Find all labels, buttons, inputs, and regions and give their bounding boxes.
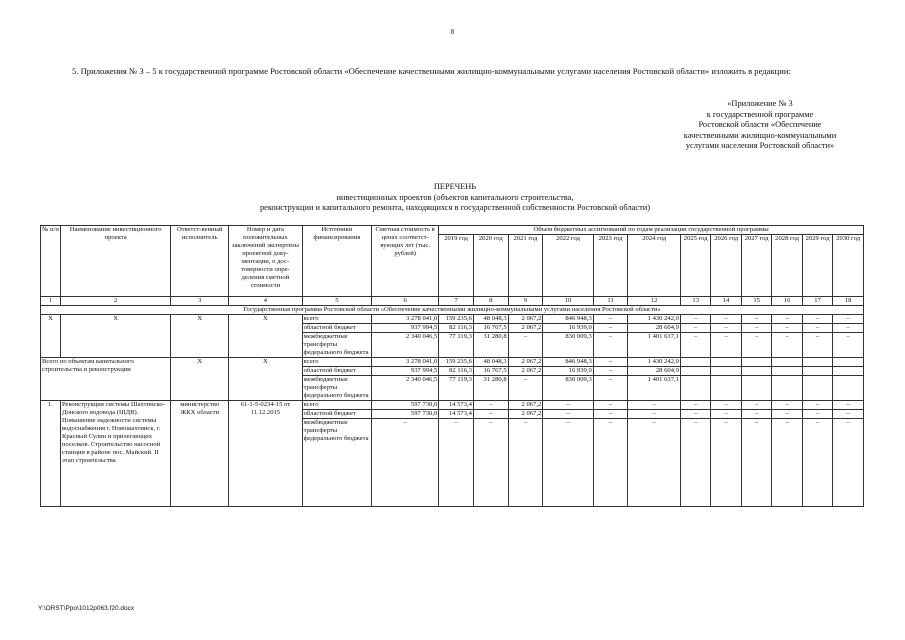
value-cell: – xyxy=(741,401,771,410)
source-label: межбюджетные трансферты федерального бюджета xyxy=(302,419,371,507)
source-label: областной бюджет xyxy=(302,410,371,419)
value-cell: 16 767,5 xyxy=(473,324,508,333)
value-cell: – xyxy=(802,324,832,333)
x-mark: Х xyxy=(60,315,170,358)
source-label: межбюджетные трансферты федерального бюджета xyxy=(302,333,371,358)
value-cell: – xyxy=(473,401,508,410)
x-mark: Х xyxy=(229,315,303,358)
program-section xyxy=(41,315,864,358)
project-section xyxy=(41,401,864,507)
intro-text: 5. Приложения № 3 – 5 к государственной программе Ростовской области «Обеспечение качественными жилищно-коммунальными услугами населения Ростовской области» изложить в редакции: xyxy=(72,66,791,76)
source-label: всего xyxy=(302,358,371,367)
col-number: 11 xyxy=(593,297,628,306)
header-name: Наименование инвестиционного проекта xyxy=(60,226,170,297)
value-cell: – xyxy=(593,376,628,401)
value-cell: 16 939,0 xyxy=(543,324,593,333)
value-cell: 2 067,2 xyxy=(508,367,543,376)
file-path-footer: Y:\ORST\Ppo\1012p063.f20.docx xyxy=(38,605,135,612)
value-cell xyxy=(772,367,802,376)
project-num: 1. xyxy=(41,401,61,507)
value-cell: 2 067,2 xyxy=(508,315,543,324)
value-cell: – xyxy=(543,410,593,419)
value-cell xyxy=(680,358,710,367)
col-number: 3 xyxy=(171,297,229,306)
value-cell xyxy=(772,376,802,401)
value-cell: – xyxy=(680,401,710,410)
project-expertise: 61-1-5-0234-15 от 11.12.2015 xyxy=(229,401,303,507)
col-number: 1 xyxy=(41,297,61,306)
value-cell: 1 401 637,1 xyxy=(628,333,681,358)
value-cell xyxy=(711,358,741,367)
value-cell: – xyxy=(372,419,439,507)
x-mark: Х xyxy=(229,358,303,401)
header-expertise: Номер и дата положительных заключений экспертизы проектной доку-ментации, о дос-товерности опре-деления сметной стоимости xyxy=(229,226,303,297)
value-cell: 846 948,3 xyxy=(543,315,593,324)
value-cell xyxy=(741,358,771,367)
source-label: всего xyxy=(302,401,371,410)
total-section xyxy=(41,358,864,401)
value-cell: 3 278 041,0 xyxy=(372,315,439,324)
col-number: 18 xyxy=(833,297,864,306)
value-cell: – xyxy=(680,333,710,358)
value-cell: – xyxy=(593,367,628,376)
value-cell: 3 278 041,0 xyxy=(372,358,439,367)
value-cell: – xyxy=(772,419,802,507)
col-number: 2 xyxy=(60,297,170,306)
value-cell: 77 119,3 xyxy=(439,376,474,401)
value-cell: – xyxy=(711,315,741,324)
value-cell xyxy=(833,367,864,376)
col-number: 8 xyxy=(473,297,508,306)
source-label: областной бюджет xyxy=(302,367,371,376)
value-cell: 2 340 046,5 xyxy=(372,376,439,401)
value-cell: – xyxy=(628,410,681,419)
value-cell: – xyxy=(833,315,864,324)
value-cell: – xyxy=(593,358,628,367)
table-row xyxy=(41,358,864,367)
value-cell: – xyxy=(593,419,628,507)
project-executor: министерство ЖКХ области xyxy=(171,401,229,507)
document-title xyxy=(150,182,760,214)
value-cell: 1 430 242,0 xyxy=(628,358,681,367)
value-cell: – xyxy=(741,410,771,419)
header-year: 2019 год xyxy=(439,235,474,297)
value-cell: 159 235,6 xyxy=(439,358,474,367)
intro-paragraph xyxy=(40,66,870,77)
appendix-header xyxy=(650,99,870,152)
value-cell: – xyxy=(772,333,802,358)
value-cell xyxy=(772,358,802,367)
col-number: 10 xyxy=(543,297,593,306)
value-cell xyxy=(802,367,832,376)
header-year: 2026 год xyxy=(711,235,741,297)
title-line: инвестиционных проектов (объектов капитального строительства, xyxy=(336,192,574,202)
value-cell: – xyxy=(593,401,628,410)
value-cell xyxy=(741,376,771,401)
appendix-line: качественными жилищно-коммунальными xyxy=(683,130,837,140)
col-number: 16 xyxy=(772,297,802,306)
col-number: 6 xyxy=(372,297,439,306)
value-cell: – xyxy=(628,401,681,410)
table-row xyxy=(41,401,864,410)
value-cell: – xyxy=(593,315,628,324)
value-cell: 2 067,2 xyxy=(508,358,543,367)
value-cell: 14 573,4 xyxy=(439,401,474,410)
header-num: № п/п xyxy=(41,226,61,297)
x-mark: Х xyxy=(41,315,61,358)
value-cell: – xyxy=(508,376,543,401)
value-cell: 28 604,9 xyxy=(628,324,681,333)
value-cell: 597 730,0 xyxy=(372,410,439,419)
value-cell: – xyxy=(741,333,771,358)
value-cell: 82 116,3 xyxy=(439,324,474,333)
value-cell: – xyxy=(741,324,771,333)
value-cell: 159 235,6 xyxy=(439,315,474,324)
value-cell: 2 340 046,5 xyxy=(372,333,439,358)
value-cell: 830 009,3 xyxy=(543,376,593,401)
value-cell: 77 119,3 xyxy=(439,333,474,358)
value-cell: – xyxy=(802,333,832,358)
value-cell: 830 009,3 xyxy=(543,333,593,358)
value-cell: – xyxy=(711,419,741,507)
source-label: всего xyxy=(302,315,371,324)
value-cell xyxy=(680,376,710,401)
header-year: 2020 год xyxy=(473,235,508,297)
value-cell: – xyxy=(833,324,864,333)
value-cell: – xyxy=(508,333,543,358)
header-year: 2022 год xyxy=(543,235,593,297)
value-cell xyxy=(711,376,741,401)
appendix-line: к государственной программе xyxy=(706,109,814,119)
source-label: областной бюджет xyxy=(302,324,371,333)
value-cell: 2 067,2 xyxy=(508,410,543,419)
value-cell: – xyxy=(772,410,802,419)
value-cell: 31 280,8 xyxy=(473,376,508,401)
investment-projects-table xyxy=(40,225,864,507)
value-cell: 16 767,5 xyxy=(473,367,508,376)
value-cell: 48 048,3 xyxy=(473,358,508,367)
value-cell: – xyxy=(439,419,474,507)
value-cell: – xyxy=(802,419,832,507)
header-source: Источники финансирования xyxy=(302,226,371,297)
value-cell: – xyxy=(543,419,593,507)
value-cell: 28 604,9 xyxy=(628,367,681,376)
value-cell: 31 280,8 xyxy=(473,333,508,358)
value-cell xyxy=(711,367,741,376)
value-cell: 16 939,0 xyxy=(543,367,593,376)
program-title-row xyxy=(41,306,864,315)
value-cell: – xyxy=(833,333,864,358)
col-number: 17 xyxy=(802,297,832,306)
value-cell: – xyxy=(772,315,802,324)
value-cell: – xyxy=(833,410,864,419)
col-number: 15 xyxy=(741,297,771,306)
value-cell: 846 948,3 xyxy=(543,358,593,367)
value-cell: 937 994,5 xyxy=(372,324,439,333)
appendix-line: услугами населения Ростовской области» xyxy=(685,141,835,150)
value-cell: – xyxy=(473,410,508,419)
value-cell: – xyxy=(508,419,543,507)
value-cell: – xyxy=(711,410,741,419)
header-year: 2029 год xyxy=(802,235,832,297)
value-cell: – xyxy=(802,410,832,419)
value-cell: 14 573,4 xyxy=(439,410,474,419)
value-cell: 1 401 637,1 xyxy=(628,376,681,401)
page-number: 8 xyxy=(450,28,455,36)
appendix-line: Ростовской области «Обеспечение xyxy=(698,120,822,129)
col-number: 14 xyxy=(711,297,741,306)
value-cell xyxy=(802,358,832,367)
value-cell: – xyxy=(628,419,681,507)
value-cell: – xyxy=(741,419,771,507)
header-year: 2023 год xyxy=(593,235,628,297)
title-line: ПЕРЕЧЕНЬ xyxy=(433,182,477,191)
value-cell: – xyxy=(593,324,628,333)
header-volume: Объем бюджетных ассигнований по годам реализации государственной программы xyxy=(439,226,864,235)
value-cell: – xyxy=(833,401,864,410)
value-cell: – xyxy=(711,333,741,358)
total-label: Всего по объектам капитального строительства и реконструкции xyxy=(41,358,171,401)
header-cost: Сметная стоимость в ценах соответст-вующих лет (тыс. рублей) xyxy=(372,226,439,297)
table-row xyxy=(41,315,864,324)
x-mark: Х xyxy=(171,358,229,401)
value-cell: – xyxy=(772,401,802,410)
value-cell: – xyxy=(711,324,741,333)
col-number: 9 xyxy=(508,297,543,306)
value-cell: – xyxy=(711,401,741,410)
title-line: реконструкции и капитального ремонта, находящихся в государственной собственности Ростовской области) xyxy=(259,203,650,212)
appendix-line: «Приложение № 3 xyxy=(727,99,793,108)
column-number-row xyxy=(41,297,864,306)
value-cell: – xyxy=(772,324,802,333)
value-cell xyxy=(680,367,710,376)
col-number: 5 xyxy=(302,297,371,306)
value-cell: – xyxy=(680,324,710,333)
value-cell: 48 048,3 xyxy=(473,315,508,324)
value-cell xyxy=(741,367,771,376)
value-cell: 82 116,3 xyxy=(439,367,474,376)
value-cell: 2 067,2 xyxy=(508,324,543,333)
x-mark: Х xyxy=(171,315,229,358)
col-number: 7 xyxy=(439,297,474,306)
program-title: Государственная программа Ростовской области «Обеспечение качественными жилищно-коммунальными услугами населения Ростовской области» xyxy=(41,306,864,315)
value-cell: – xyxy=(802,401,832,410)
value-cell: – xyxy=(833,419,864,507)
value-cell: 937 994,5 xyxy=(372,367,439,376)
value-cell: – xyxy=(680,410,710,419)
value-cell: – xyxy=(802,315,832,324)
value-cell: – xyxy=(680,419,710,507)
value-cell: – xyxy=(593,410,628,419)
header-year: 2030 год xyxy=(833,235,864,297)
value-cell xyxy=(802,376,832,401)
value-cell: – xyxy=(593,333,628,358)
header-year: 2025 год xyxy=(680,235,710,297)
header-year: 2024 год xyxy=(628,235,681,297)
col-number: 12 xyxy=(628,297,681,306)
project-name: Реконструкция системы Шахтинско-Донского водовода (ШДВ). Повышение надежности системы водоснабжения г. Новошахтинск, г. Красный Сулин и прилегающих поселков. Строительство насосной станции в районе пос. Майский. II этап строительства xyxy=(60,401,170,507)
value-cell xyxy=(833,358,864,367)
value-cell: – xyxy=(543,401,593,410)
header-year: 2021 год xyxy=(508,235,543,297)
value-cell: 1 430 242,0 xyxy=(628,315,681,324)
value-cell xyxy=(833,376,864,401)
value-cell: – xyxy=(741,315,771,324)
header-year: 2027 год xyxy=(741,235,771,297)
source-label: межбюджетные трансферты федерального бюджета xyxy=(302,376,371,401)
col-number: 4 xyxy=(229,297,303,306)
header-year: 2028 год xyxy=(772,235,802,297)
value-cell: – xyxy=(473,419,508,507)
header-executor: Ответст-венный исполнитель xyxy=(171,226,229,297)
value-cell: 2 067,2 xyxy=(508,401,543,410)
col-number: 13 xyxy=(680,297,710,306)
value-cell: – xyxy=(680,315,710,324)
value-cell: 597 730,0 xyxy=(372,401,439,410)
